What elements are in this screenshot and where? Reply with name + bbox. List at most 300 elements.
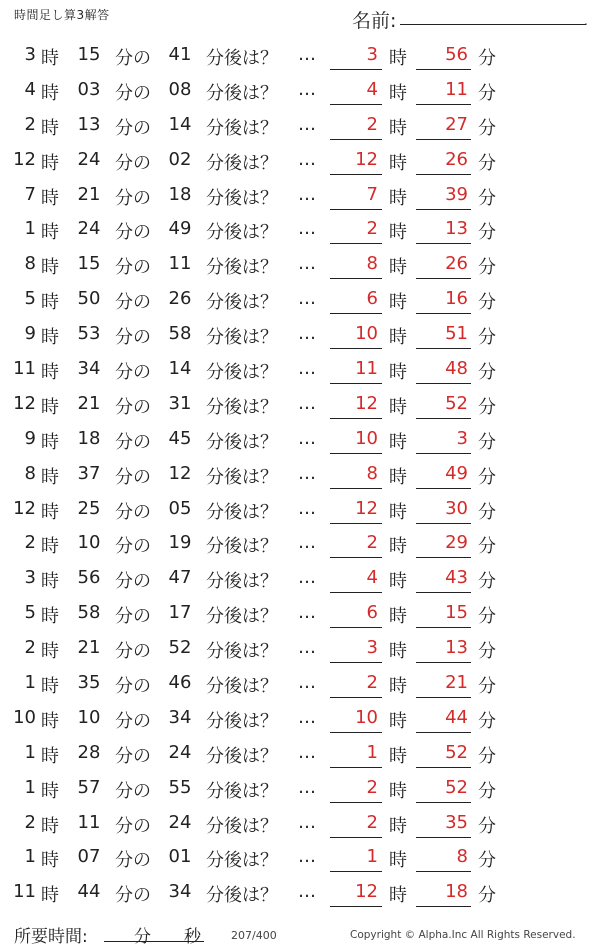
added-minutes: 11	[168, 253, 192, 275]
start-minute: 21	[77, 183, 101, 205]
problem-row	[0, 247, 600, 282]
start-hour: 3	[24, 44, 36, 65]
answer-minute-line	[416, 662, 471, 663]
hour-unit: 時	[41, 362, 59, 384]
added-minutes: 05	[168, 497, 192, 519]
answer-minute: 30	[445, 497, 468, 519]
answer-hour-unit: 時	[389, 431, 407, 453]
answer-hour-unit: 時	[389, 710, 407, 732]
answer-hour: 2	[366, 776, 378, 798]
problem-row	[0, 143, 600, 178]
hour-unit: 時	[41, 117, 59, 139]
start-hour: 11	[13, 881, 36, 903]
minutes-of-label: 分の	[115, 641, 151, 663]
added-minutes: 12	[168, 462, 192, 484]
start-hour: 9	[24, 427, 36, 449]
problem-row	[0, 771, 600, 806]
ellipsis: …	[298, 288, 316, 310]
minutes-later-label: 分後は？	[206, 745, 278, 767]
ellipsis: …	[298, 637, 316, 659]
start-minute: 57	[77, 776, 101, 798]
added-minutes: 24	[168, 811, 192, 833]
answer-hour-unit: 時	[389, 571, 407, 593]
answer-hour-line	[330, 906, 382, 907]
minutes-later-label: 分後は？	[206, 815, 278, 837]
answer-minute-unit: 分	[478, 606, 496, 628]
answer-hour-line	[330, 139, 382, 140]
answer-hour: 8	[366, 462, 378, 484]
answer-minute-unit: 分	[478, 815, 496, 837]
answer-minute: 13	[445, 637, 468, 659]
added-minutes: 14	[168, 358, 192, 380]
hour-unit: 時	[41, 815, 59, 837]
minutes-of-label: 分の	[115, 257, 151, 279]
start-minute: 11	[77, 811, 101, 833]
answer-hour-line	[330, 348, 382, 349]
hour-unit: 時	[41, 745, 59, 767]
answer-hour: 4	[366, 567, 378, 589]
minutes-of-label: 分の	[115, 152, 151, 174]
start-minute: 37	[77, 462, 101, 484]
start-minute: 15	[77, 253, 101, 275]
answer-hour-line	[330, 557, 382, 558]
answer-hour: 3	[366, 44, 378, 65]
start-minute: 25	[77, 497, 101, 519]
hour-unit: 時	[41, 571, 59, 593]
answer-minute-unit: 分	[478, 745, 496, 767]
start-hour: 1	[24, 776, 36, 798]
answer-minute-line	[416, 906, 471, 907]
answer-minute-unit: 分	[478, 641, 496, 663]
start-hour: 1	[24, 218, 36, 240]
answer-minute-line	[416, 139, 471, 140]
answer-minute: 18	[445, 881, 468, 903]
answer-hour-unit: 時	[389, 501, 407, 523]
ellipsis: …	[298, 148, 316, 170]
ellipsis: …	[298, 392, 316, 414]
answer-minute-line	[416, 174, 471, 175]
answer-hour-unit: 時	[389, 152, 407, 174]
start-minute: 03	[77, 78, 101, 100]
answer-hour-unit: 時	[389, 82, 407, 104]
hour-unit: 時	[41, 536, 59, 558]
problem-row	[0, 422, 600, 457]
answer-hour: 2	[366, 532, 378, 554]
problem-row	[0, 73, 600, 108]
minutes-of-label: 分の	[115, 82, 151, 104]
start-minute: 24	[77, 218, 101, 240]
ellipsis: …	[298, 78, 316, 100]
answer-hour: 1	[366, 741, 378, 763]
answer-hour: 7	[366, 183, 378, 205]
minutes-of-label: 分の	[115, 431, 151, 453]
answer-minute: 51	[445, 323, 468, 345]
ellipsis: …	[298, 567, 316, 589]
start-minute: 50	[77, 288, 101, 310]
start-minute: 10	[77, 706, 101, 728]
minutes-of-label: 分の	[115, 327, 151, 349]
ellipsis: …	[298, 846, 316, 868]
added-minutes: 46	[168, 672, 192, 694]
hour-unit: 時	[41, 152, 59, 174]
answer-hour-line	[330, 592, 382, 593]
answer-minute-unit: 分	[478, 850, 496, 872]
answer-hour-line	[330, 243, 382, 244]
start-minute: 53	[77, 323, 101, 345]
minutes-of-label: 分の	[115, 850, 151, 872]
minutes-of-label: 分の	[115, 222, 151, 244]
hour-unit: 時	[41, 222, 59, 244]
start-hour: 2	[24, 811, 36, 833]
answer-minute-unit: 分	[478, 48, 496, 69]
start-hour: 1	[24, 672, 36, 694]
minutes-of-label: 分の	[115, 117, 151, 139]
minutes-later-label: 分後は？	[206, 710, 278, 732]
minutes-of-label: 分の	[115, 885, 151, 907]
answer-minute-unit: 分	[478, 327, 496, 349]
start-hour: 5	[24, 602, 36, 624]
start-hour: 12	[13, 148, 36, 170]
minutes-later-label: 分後は？	[206, 501, 278, 523]
start-minute: 24	[77, 148, 101, 170]
hour-unit: 時	[41, 710, 59, 732]
minutes-later-label: 分後は？	[206, 327, 278, 349]
answer-hour-unit: 時	[389, 815, 407, 837]
start-hour: 9	[24, 323, 36, 345]
answer-hour-unit: 時	[389, 466, 407, 488]
hour-unit: 時	[41, 850, 59, 872]
start-hour: 12	[13, 392, 36, 414]
answer-minute-line	[416, 104, 471, 105]
answer-minute: 52	[445, 741, 468, 763]
minutes-later-label: 分後は？	[206, 431, 278, 453]
start-minute: 34	[77, 358, 101, 380]
answer-minute-line	[416, 592, 471, 593]
hour-unit: 時	[41, 82, 59, 104]
minutes-of-label: 分の	[115, 606, 151, 628]
hour-unit: 時	[41, 885, 59, 907]
answer-hour-line	[330, 69, 382, 70]
added-minutes: 14	[168, 113, 192, 135]
answer-hour-line	[330, 174, 382, 175]
ellipsis: …	[298, 44, 316, 65]
answer-minute: 16	[445, 288, 468, 310]
ellipsis: …	[298, 113, 316, 135]
page-number: 207/400	[231, 929, 277, 942]
minutes-later-label: 分後は？	[206, 82, 278, 104]
start-hour: 8	[24, 253, 36, 275]
start-hour: 8	[24, 462, 36, 484]
answer-hour-unit: 時	[389, 257, 407, 279]
hour-unit: 時	[41, 780, 59, 802]
answer-minute-unit: 分	[478, 222, 496, 244]
minutes-later-label: 分後は？	[206, 187, 278, 209]
minutes-of-label: 分の	[115, 396, 151, 418]
hour-unit: 時	[41, 396, 59, 418]
answer-hour-unit: 時	[389, 641, 407, 663]
answer-minute-line	[416, 767, 471, 768]
answer-minute: 27	[445, 113, 468, 135]
answer-minute-line	[416, 348, 471, 349]
answer-minute: 52	[445, 776, 468, 798]
answer-minute-unit: 分	[478, 152, 496, 174]
answer-hour-line	[330, 453, 382, 454]
start-minute: 28	[77, 741, 101, 763]
ellipsis: …	[298, 881, 316, 903]
hour-unit: 時	[41, 257, 59, 279]
problem-row	[0, 840, 600, 875]
problem-row	[0, 178, 600, 213]
answer-minute: 52	[445, 392, 468, 414]
answer-minute-line	[416, 732, 471, 733]
answer-minute-unit: 分	[478, 885, 496, 907]
hour-unit: 時	[41, 501, 59, 523]
time-required-label: 所要時間:	[14, 927, 88, 947]
start-minute: 56	[77, 567, 101, 589]
answer-minute-unit: 分	[478, 780, 496, 802]
answer-hour: 8	[366, 253, 378, 275]
answer-minute: 29	[445, 532, 468, 554]
start-minute: 35	[77, 672, 101, 694]
minutes-later-label: 分後は？	[206, 676, 278, 698]
start-minute: 58	[77, 602, 101, 624]
answer-minute-line	[416, 871, 471, 872]
answer-hour-line	[330, 732, 382, 733]
time-seconds-unit: 秒	[184, 927, 201, 947]
answer-hour: 2	[366, 218, 378, 240]
ellipsis: …	[298, 218, 316, 240]
start-hour: 4	[24, 78, 36, 100]
hour-unit: 時	[41, 48, 59, 69]
answer-hour-unit: 時	[389, 676, 407, 698]
name-field-end-dot: .	[584, 14, 588, 28]
answer-minute-unit: 分	[478, 82, 496, 104]
start-minute: 44	[77, 881, 101, 903]
answer-minute: 26	[445, 148, 468, 170]
added-minutes: 17	[168, 602, 192, 624]
hour-unit: 時	[41, 606, 59, 628]
answer-minute-unit: 分	[478, 396, 496, 418]
answer-hour: 10	[355, 706, 378, 728]
problem-row	[0, 736, 600, 771]
added-minutes: 45	[168, 427, 192, 449]
added-minutes: 47	[168, 567, 192, 589]
answer-hour-line	[330, 697, 382, 698]
problem-row	[0, 875, 600, 910]
problem-row	[0, 212, 600, 247]
start-minute: 21	[77, 637, 101, 659]
start-hour: 2	[24, 532, 36, 554]
problem-row	[0, 701, 600, 736]
start-minute: 10	[77, 532, 101, 554]
ellipsis: …	[298, 672, 316, 694]
answer-hour-unit: 時	[389, 780, 407, 802]
minutes-later-label: 分後は？	[206, 885, 278, 907]
answer-hour-line	[330, 767, 382, 768]
ellipsis: …	[298, 741, 316, 763]
answer-minute-unit: 分	[478, 187, 496, 209]
ellipsis: …	[298, 706, 316, 728]
answer-minute-unit: 分	[478, 501, 496, 523]
problem-row	[0, 317, 600, 352]
answer-minute-line	[416, 69, 471, 70]
start-hour: 2	[24, 113, 36, 135]
answer-hour-line	[330, 837, 382, 838]
answer-minute-line	[416, 278, 471, 279]
answer-hour: 4	[366, 78, 378, 100]
minutes-of-label: 分の	[115, 745, 151, 767]
start-hour: 11	[13, 358, 36, 380]
minutes-later-label: 分後は？	[206, 780, 278, 802]
minutes-of-label: 分の	[115, 292, 151, 314]
answer-minute-line	[416, 209, 471, 210]
answer-minute-unit: 分	[478, 362, 496, 384]
answer-hour-line	[330, 802, 382, 803]
answer-minute-line	[416, 802, 471, 803]
added-minutes: 49	[168, 218, 192, 240]
problem-row	[0, 387, 600, 422]
answer-hour-line	[330, 383, 382, 384]
answer-minute-line	[416, 453, 471, 454]
minutes-later-label: 分後は？	[206, 117, 278, 139]
added-minutes: 34	[168, 706, 192, 728]
minutes-of-label: 分の	[115, 571, 151, 593]
answer-minute-line	[416, 243, 471, 244]
ellipsis: …	[298, 462, 316, 484]
answer-hour-unit: 時	[389, 362, 407, 384]
minutes-of-label: 分の	[115, 780, 151, 802]
answer-hour: 6	[366, 602, 378, 624]
minutes-later-label: 分後は？	[206, 152, 278, 174]
answer-minute-unit: 分	[478, 466, 496, 488]
hour-unit: 時	[41, 641, 59, 663]
answer-minute-line	[416, 627, 471, 628]
answer-hour-line	[330, 209, 382, 210]
problem-row	[0, 492, 600, 527]
answer-minute-line	[416, 523, 471, 524]
answer-minute: 15	[445, 602, 468, 624]
ellipsis: …	[298, 427, 316, 449]
added-minutes: 19	[168, 532, 192, 554]
answer-hour-line	[330, 418, 382, 419]
answer-minute-unit: 分	[478, 676, 496, 698]
answer-minute: 49	[445, 462, 468, 484]
answer-minute: 56	[445, 44, 468, 65]
answer-hour-unit: 時	[389, 292, 407, 314]
answer-hour-unit: 時	[389, 850, 407, 872]
answer-hour: 6	[366, 288, 378, 310]
start-hour: 5	[24, 288, 36, 310]
answer-minute-unit: 分	[478, 710, 496, 732]
start-hour: 1	[24, 846, 36, 868]
answer-hour: 10	[355, 323, 378, 345]
start-minute: 07	[77, 846, 101, 868]
answer-hour-unit: 時	[389, 327, 407, 349]
minutes-of-label: 分の	[115, 362, 151, 384]
answer-minute: 11	[445, 78, 468, 100]
answer-hour: 12	[355, 881, 378, 903]
hour-unit: 時	[41, 466, 59, 488]
minutes-later-label: 分後は？	[206, 292, 278, 314]
answer-hour-line	[330, 278, 382, 279]
answer-hour: 12	[355, 148, 378, 170]
answer-hour-unit: 時	[389, 606, 407, 628]
answer-minute-line	[416, 313, 471, 314]
added-minutes: 52	[168, 637, 192, 659]
start-minute: 15	[77, 44, 101, 65]
answer-hour-unit: 時	[389, 396, 407, 418]
ellipsis: …	[298, 602, 316, 624]
answer-minute: 21	[445, 672, 468, 694]
worksheet-title: 時間足し算3解答	[14, 8, 110, 22]
start-hour: 1	[24, 741, 36, 763]
answer-hour-unit: 時	[389, 117, 407, 139]
answer-hour-line	[330, 488, 382, 489]
minutes-later-label: 分後は？	[206, 606, 278, 628]
problem-row	[0, 282, 600, 317]
added-minutes: 55	[168, 776, 192, 798]
answer-hour: 11	[355, 358, 378, 380]
added-minutes: 26	[168, 288, 192, 310]
hour-unit: 時	[41, 187, 59, 209]
answer-minute: 8	[456, 846, 468, 868]
minutes-of-label: 分の	[115, 187, 151, 209]
answer-hour-unit: 時	[389, 222, 407, 244]
answer-minute-line	[416, 488, 471, 489]
added-minutes: 01	[168, 846, 192, 868]
answer-minute-unit: 分	[478, 292, 496, 314]
ellipsis: …	[298, 776, 316, 798]
answer-minute-unit: 分	[478, 257, 496, 279]
answer-hour-line	[330, 662, 382, 663]
answer-hour-line	[330, 313, 382, 314]
answer-minute: 39	[445, 183, 468, 205]
minutes-of-label: 分の	[115, 710, 151, 732]
start-hour: 2	[24, 637, 36, 659]
added-minutes: 58	[168, 323, 192, 345]
answer-hour: 2	[366, 672, 378, 694]
answer-hour-unit: 時	[389, 187, 407, 209]
ellipsis: …	[298, 253, 316, 275]
hour-unit: 時	[41, 676, 59, 698]
answer-minute-line	[416, 697, 471, 698]
added-minutes: 24	[168, 741, 192, 763]
answer-hour-unit: 時	[389, 745, 407, 767]
minutes-later-label: 分後は？	[206, 396, 278, 418]
answer-hour: 12	[355, 392, 378, 414]
hour-unit: 時	[41, 431, 59, 453]
minutes-later-label: 分後は？	[206, 850, 278, 872]
minutes-of-label: 分の	[115, 676, 151, 698]
start-minute: 21	[77, 392, 101, 414]
problem-row	[0, 526, 600, 561]
problem-row	[0, 457, 600, 492]
minutes-of-label: 分の	[115, 48, 151, 69]
answer-hour: 3	[366, 637, 378, 659]
start-hour: 3	[24, 567, 36, 589]
answer-hour-unit: 時	[389, 536, 407, 558]
added-minutes: 41	[168, 44, 192, 65]
answer-hour-unit: 時	[389, 885, 407, 907]
minutes-later-label: 分後は？	[206, 571, 278, 593]
minutes-later-label: 分後は？	[206, 48, 278, 69]
start-hour: 12	[13, 497, 36, 519]
answer-hour: 2	[366, 113, 378, 135]
answer-hour-line	[330, 871, 382, 872]
minutes-of-label: 分の	[115, 466, 151, 488]
answer-hour-line	[330, 104, 382, 105]
ellipsis: …	[298, 183, 316, 205]
